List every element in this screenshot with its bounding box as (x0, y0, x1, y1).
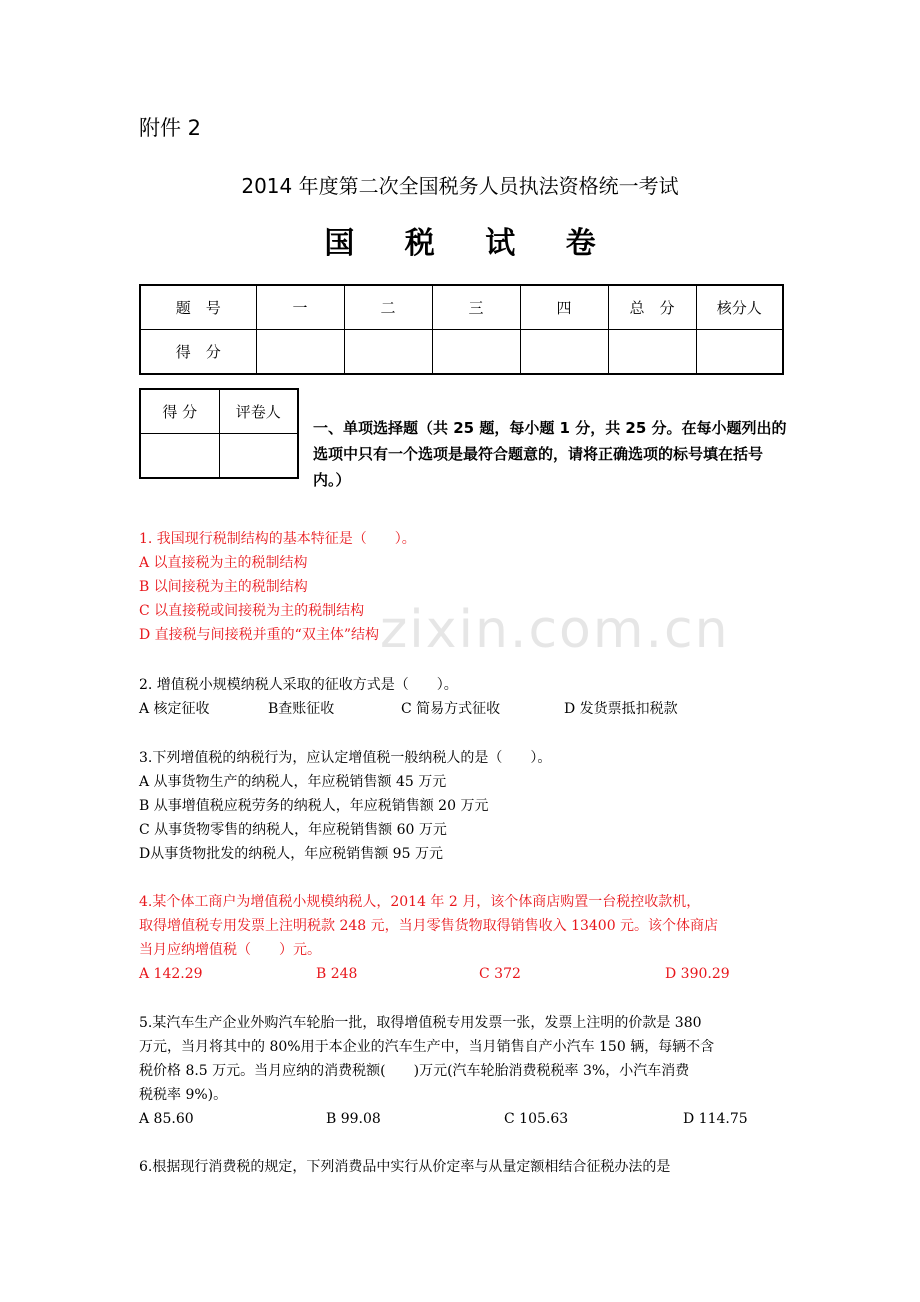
attachment-label: 附件 2 (139, 116, 202, 140)
q1-option-a: A 以直接税为主的税制结构 (139, 555, 308, 571)
grader-name-label: 评卷人 (219, 389, 298, 434)
q5-stem-line: 税价格 8.5 万元。当月应纳的消费税额( )万元(汽车轮胎消费税税率 3%，小汽车消费 (139, 1063, 690, 1079)
score-table (139, 284, 784, 375)
exam-title: 2014 年度第二次全国税务人员执法资格统一考试 (241, 174, 679, 198)
q6-stem-line: 6.根据现行消费税的规定，下列消费品中实行从价定率与从量定额相结合征税办法的是 (139, 1159, 671, 1175)
grader-score-cell[interactable] (140, 434, 219, 479)
section-heading: 一、单项选择题（共 25 题，每小题 1 分，共 25 分。在每小题列出的选项中只有一个选项是最符合题意的，请将正确选项的标号填在括号内。） (313, 419, 787, 489)
score-table-header-cell: 总 分 (608, 285, 696, 330)
score-cell[interactable] (344, 330, 432, 375)
q5-option-b: B 99.08 (326, 1111, 381, 1127)
q4-option-c: C 372 (479, 966, 521, 982)
q1-stem: 1. 我国现行税制结构的基本特征是（ ）。 (139, 531, 416, 547)
q5-stem-line: 万元，当月将其中的 80%用于本企业的汽车生产中，当月销售自产小汽车 150 辆，每辆不含 (139, 1039, 715, 1055)
grader-box (139, 388, 299, 479)
q5-option-a: A 85.60 (139, 1111, 194, 1127)
score-table-header-cell: 核分人 (696, 285, 783, 330)
score-row-label: 得 分 (140, 330, 256, 375)
q1-option-b: B 以间接税为主的税制结构 (139, 579, 308, 595)
q3-option-a: A 从事货物生产的纳税人，年应税销售额 45 万元 (139, 774, 447, 790)
q2-option-b: B查账征收 (268, 701, 335, 717)
q5-option-d: D 114.75 (683, 1111, 748, 1127)
q4-option-a: A 142.29 (139, 966, 203, 982)
grader-name-cell[interactable] (219, 434, 298, 479)
watermark: zixin.com.cn (380, 600, 730, 660)
q2-stem: 2. 增值税小规模纳税人采取的征收方式是（ ）。 (139, 677, 458, 693)
score-table-header-cell: 四 (520, 285, 608, 330)
q2-option-a: A 核定征收 (139, 701, 210, 717)
q3-option-b: B 从事增值税应税劳务的纳税人，年应税销售额 20 万元 (139, 798, 489, 814)
q5-stem-line: 5.某汽车生产企业外购汽车轮胎一批，取得增值税专用发票一张，发票上注明的价款是 380 (139, 1015, 702, 1031)
q3-option-d: D从事货物批发的纳税人，年应税销售额 95 万元 (139, 846, 443, 862)
q4-stem-line: 取得增值税专用发票上注明税款 248 元，当月零售货物取得销售收入 13400 元。该个体商店 (139, 918, 719, 934)
score-cell[interactable] (608, 330, 696, 375)
q3-option-c: C 从事货物零售的纳税人，年应税销售额 60 万元 (139, 822, 447, 838)
score-table-header-cell: 一 (256, 285, 344, 330)
q2-option-d: D 发货票抵扣税款 (564, 701, 678, 717)
score-table-header-cell: 三 (432, 285, 520, 330)
q4-option-d: D 390.29 (665, 966, 730, 982)
score-cell[interactable] (520, 330, 608, 375)
q4-stem-line: 当月应纳增值税（ ）元。 (139, 942, 321, 958)
score-table-header-cell: 题 号 (140, 285, 256, 330)
score-cell[interactable] (256, 330, 344, 375)
score-table-header-cell: 二 (344, 285, 432, 330)
q4-option-b: B 248 (316, 966, 358, 982)
q5-stem-line: 税税率 9%)。 (139, 1087, 228, 1103)
paper-title: 国 税 试 卷 (324, 226, 616, 261)
grader-score-label: 得 分 (140, 389, 219, 434)
q4-stem-line: 4.某个体工商户为增值税小规模纳税人，2014 年 2 月，该个体商店购置一台税控收款机， (139, 894, 701, 910)
q1-option-c: C 以直接税或间接税为主的税制结构 (139, 603, 365, 619)
q3-stem: 3.下列增值税的纳税行为，应认定增值税一般纳税人的是（ ）。 (139, 750, 552, 766)
q2-option-c: C 简易方式征收 (401, 701, 501, 717)
score-table-header-row (140, 285, 783, 330)
score-cell[interactable] (696, 330, 783, 375)
q1-option-d: D 直接税与间接税并重的“双主体”结构 (139, 627, 379, 643)
score-table-score-row (140, 330, 783, 375)
score-cell[interactable] (432, 330, 520, 375)
q5-option-c: C 105.63 (504, 1111, 569, 1127)
